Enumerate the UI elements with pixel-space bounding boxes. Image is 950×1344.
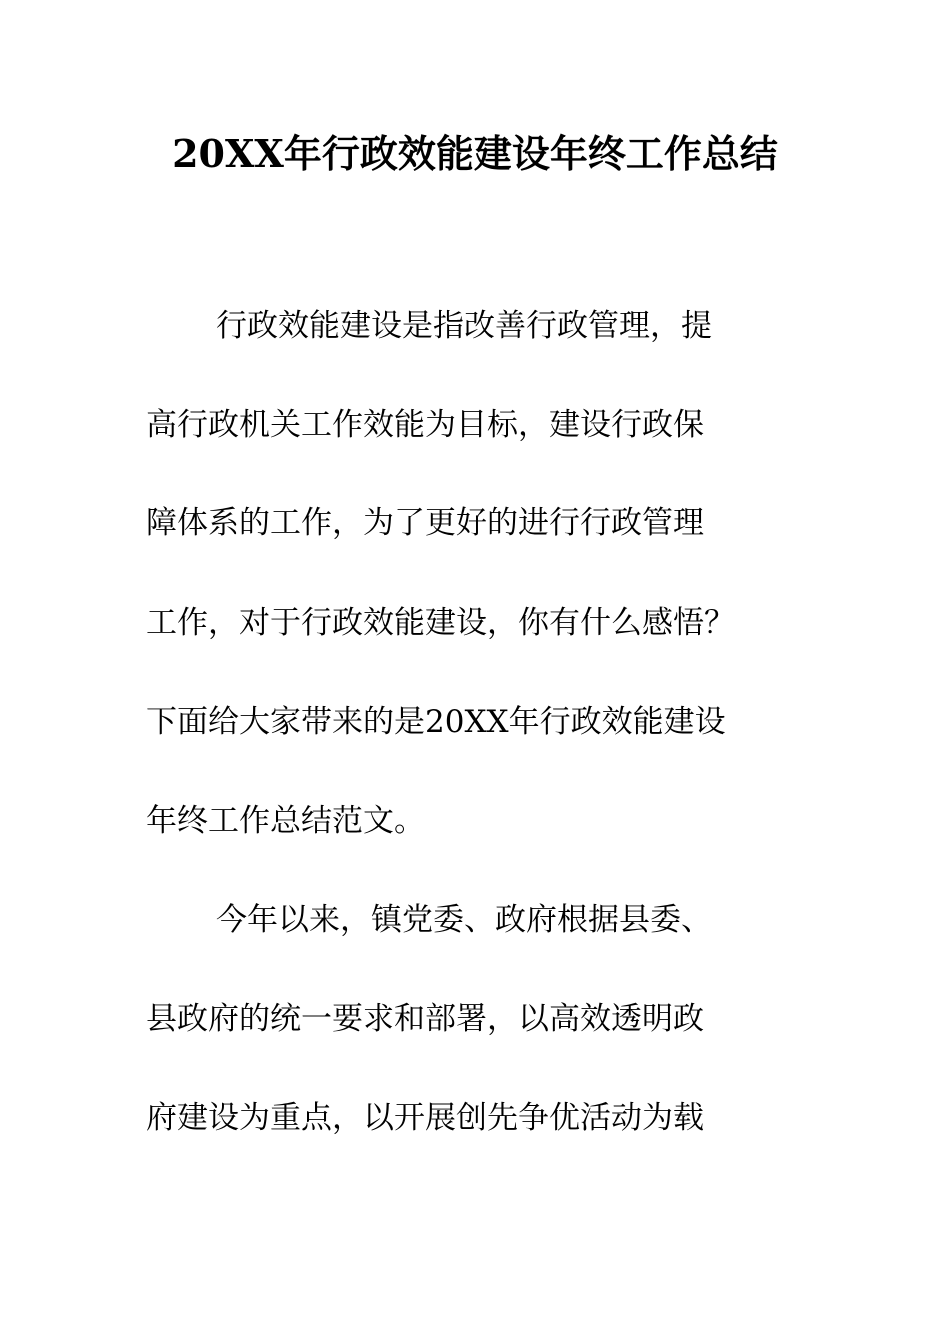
paragraph-line: 今年以来，镇党委、政府根据县委、 bbox=[216, 902, 712, 938]
document-title: 20XX年行政效能建设年终工作总结 bbox=[172, 131, 778, 176]
paragraph-line: 县政府的统一要求和部署，以高效透明政 bbox=[146, 1001, 704, 1037]
paragraph-line: 下面给大家带来的是20XX年行政效能建设 bbox=[146, 704, 726, 740]
paragraph-line: 府建设为重点，以开展创先争优活动为载 bbox=[146, 1100, 704, 1136]
paragraph-line: 行政效能建设是指改善行政管理，提 bbox=[216, 308, 712, 344]
paragraph-line: 工作，对于行政效能建设，你有什么感悟？ bbox=[146, 605, 735, 641]
paragraph-line: 障体系的工作，为了更好的进行行政管理 bbox=[146, 505, 704, 541]
paragraph-line: 高行政机关工作效能为目标，建设行政保 bbox=[146, 407, 704, 443]
paragraph-line: 年终工作总结范文。 bbox=[146, 803, 425, 839]
